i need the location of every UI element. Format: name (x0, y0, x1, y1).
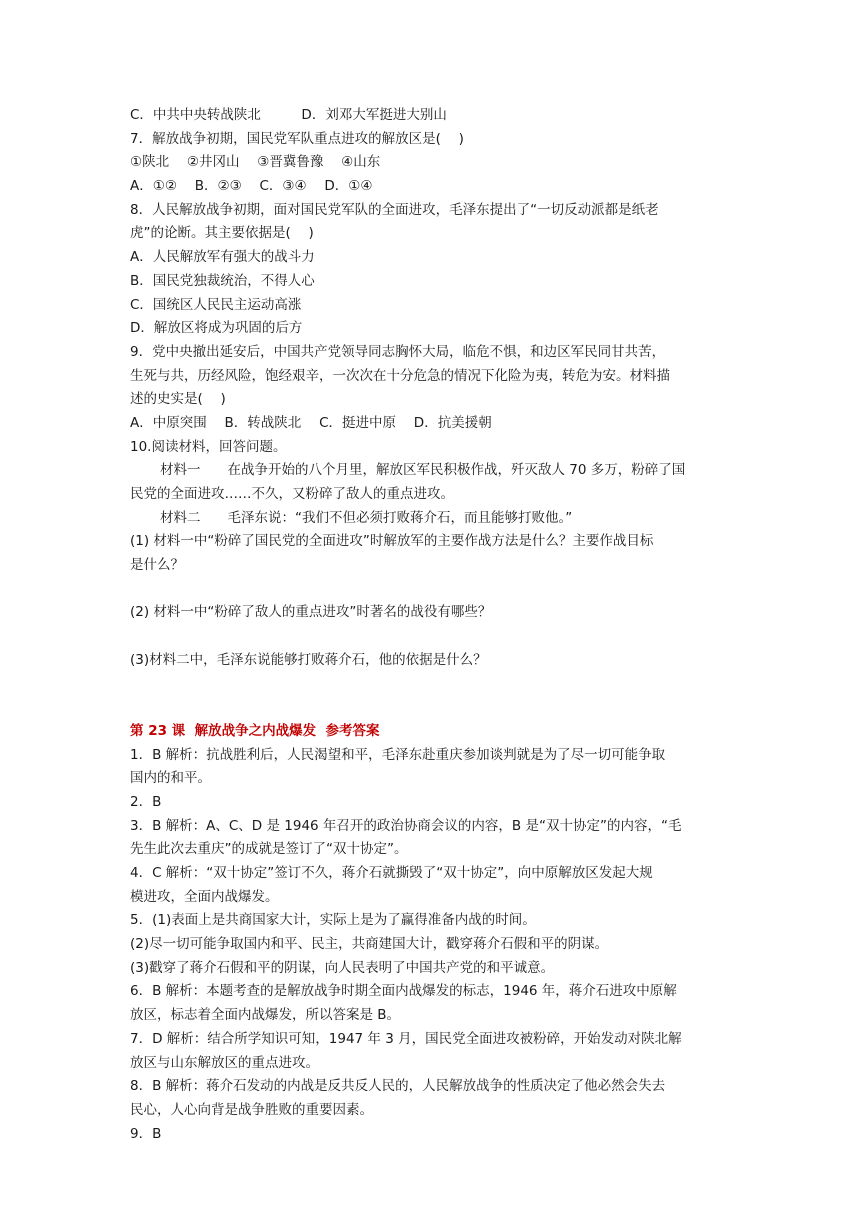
q8-option-c: C．国统区人民民主运动高涨 (130, 296, 302, 313)
q10-sub-1-line-2: 是什么？ (130, 557, 184, 574)
answer-5-part-1: 5．(1)表面上是共商国家大计，实际上是为了赢得准备内战的时间。 (130, 912, 536, 929)
q7-stem: 7．解放战争初期，国民党军队重点进攻的解放区是( ) (130, 130, 464, 147)
q8-stem-line-1: 8．人民解放战争初期，面对国民党军队的全面进攻，毛泽东提出了“一切反动派都是纸老 (130, 201, 659, 218)
answer-1-line-2: 国内的和平。 (130, 770, 211, 787)
q8-option-a: A．人民解放军有强大的战斗力 (130, 249, 315, 266)
answer-8-line-2: 民心，人心向背是战争胜败的重要因素。 (130, 1101, 373, 1118)
q8-stem-line-2: 虎”的论断。其主要依据是( ) (130, 225, 314, 242)
q10-sub-2: (2) 材料一中“粉碎了敌人的重点进攻”时著名的战役有哪些？ (130, 604, 492, 621)
answer-8-line-1: 8．B 解析：蒋介石发动的内战是反共反人民的，人民解放战争的性质决定了他必然会失去 (130, 1078, 666, 1095)
answer-3-line-1: 3．B 解析：A、C、D 是 1946 年召开的政治协商会议的内容，B 是“双十协定”的内容，“毛 (130, 817, 682, 834)
q10-intro: 10.阅读材料，回答问题。 (130, 438, 287, 455)
answer-5-part-3: (3)戳穿了蒋介石假和平的阴谋，向人民表明了中国共产党的和平诚意。 (130, 959, 555, 976)
q9-stem-line-3: 述的史实是( ) (130, 391, 226, 408)
q10-sub-3: (3)材料二中，毛泽东说能够打败蒋介石，他的依据是什么？ (130, 651, 487, 668)
q7-items: ①陕北 ②井冈山 ③晋冀鲁豫 ④山东 (130, 154, 381, 171)
answer-6-line-2: 放区，标志着全面内战爆发，所以答案是 B。 (130, 1007, 401, 1024)
q9-stem-line-2: 生死与共，历经风险，饱经艰辛，一次次在十分危急的情况下化险为夷，转危为安。材料描 (130, 367, 670, 384)
q10-material-2: 材料二 毛泽东说：“我们不但必须打败蒋介石，而且能够打败他。” (160, 509, 573, 526)
q10-material-1-line-2: 民党的全面进攻……不久，又粉碎了敌人的重点进攻。 (130, 486, 454, 502)
q10-material-1-line-1: 材料一 在战争开始的八个月里，解放区军民积极作战，歼灭敌人 70 多万，粉碎了国 (160, 462, 686, 479)
answers-heading: 第 23 课 解放战争之内战爆发 参考答案 (130, 722, 380, 739)
answer-1-line-1: 1．B 解析：抗战胜利后，人民渴望和平，毛泽东赴重庆参加谈判就是为了尽一切可能争取 (130, 746, 666, 763)
q8-option-b: B．国民党独裁统治，不得人心 (130, 272, 315, 289)
q9-options: A．中原突围 B．转战陕北 C．挺进中原 D．抗美援朝 (130, 414, 492, 431)
q8-option-d: D．解放区将成为巩固的后方 (130, 320, 303, 337)
answer-4-line-1: 4．C 解析：“双十协定”签订不久，蒋介石就撕毁了“双十协定”，向中原解放区发起大规 (130, 865, 653, 882)
answer-3-line-2: 先生此次去重庆”的成就是签订了“双十协定”。 (130, 841, 408, 858)
answer-6-line-1: 6．B 解析：本题考查的是解放战争时期全面内战爆发的标志，1946 年，蒋介石进攻中原解 (130, 983, 677, 1000)
answer-7-line-1: 7．D 解析：结合所学知识可知，1947 年 3 月，国民党全面进攻被粉碎，开始发动对陕北解 (130, 1030, 682, 1047)
answer-2: 2．B (130, 793, 162, 810)
answer-9: 9．B (130, 1125, 162, 1142)
q6-options-cd: C．中共中央转战陕北 D．刘邓大军挺进大别山 (130, 107, 447, 123)
q9-stem-line-1: 9．党中央撤出延安后，中国共产党领导同志胸怀大局，临危不惧，和边区军民同甘共苦， (130, 343, 666, 360)
answer-4-line-2: 模进攻，全面内战爆发。 (130, 888, 279, 905)
q7-options: A．①② B．②③ C．③④ D．①④ (130, 178, 373, 195)
answer-7-line-2: 放区与山东解放区的重点进攻。 (130, 1054, 319, 1071)
document-page (130, 104, 740, 1146)
answer-5-part-2: (2)尽一切可能争取国内和平、民主，共商建国大计，戳穿蒋介石假和平的阴谋。 (130, 936, 609, 953)
q10-sub-1-line-1: (1) 材料一中“粉碎了国民党的全面进攻”时解放军的主要作战方法是什么？主要作战目标 (130, 533, 654, 550)
